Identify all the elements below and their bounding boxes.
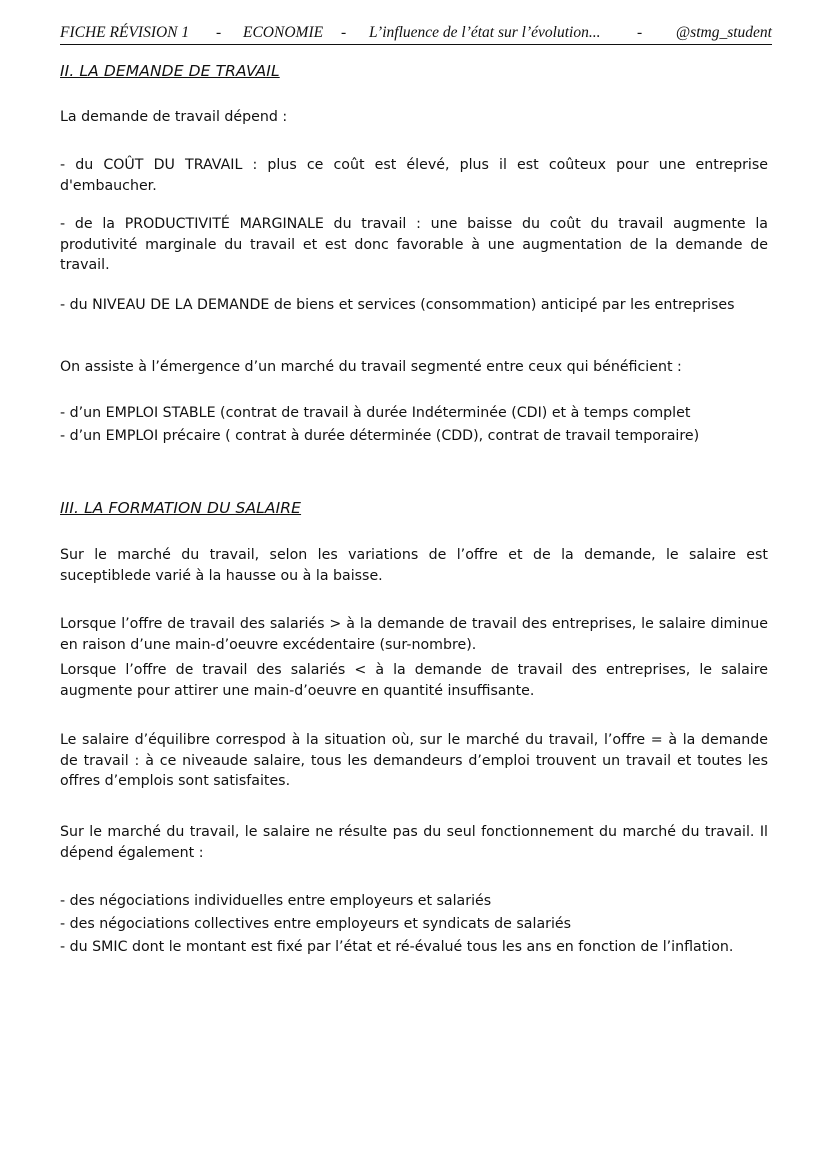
paragraph-salaire-equilibre: Le salaire d’équilibre correspod à la situation où, sur le marché du travail, l’offre = à la demande de travail : à ce niveaude salaire, tous les demandeurs d’emploi trouvent un travail et toutes les offres d’emplois sont satisfaites. (60, 732, 768, 789)
paragraph-fonctionnement-marche: Sur le marché du travail, le salaire ne résulte pas du seul fonctionnement du marché du travail. Il dépend également : (60, 824, 768, 861)
paragraph-offre-superieure: Lorsque l’offre de travail des salariés > à la demande de travail des entreprises, le salaire diminue en raison d’une main-d’oeuvre excédentaire (sur-nombre). (60, 616, 768, 653)
header-handle: @stmg_student (675, 24, 772, 41)
list-item-niveau-demande: - du NIVEAU DE LA DEMANDE de biens et services (consommation) anticipé par les entreprises (60, 297, 735, 313)
paragraph-intro-demande: La demande de travail dépend : (60, 109, 288, 125)
list-item-negociations-collectives: - des négociations collectives entre employeurs et syndicats de salariés (60, 916, 572, 932)
header-subject: ECONOMIE (243, 24, 324, 41)
page-header (60, 24, 772, 45)
list-item-negociations-individuelles: - des négociations individuelles entre employeurs et salariés (60, 893, 492, 909)
list-item-emploi-precaire: - d’un EMPLOI précaire ( contrat à durée déterminée (CDD), contrat de travail temporaire) (60, 428, 700, 444)
header-separator: - (216, 24, 222, 41)
paragraph-variations-salaire: Sur le marché du travail, selon les variations de l’offre et de la demande, le salaire est suceptiblede varié à la hausse ou à la baisse. (60, 547, 768, 584)
paragraph-marche-segmente: On assiste à l’émergence d’un marché du travail segmenté entre ceux qui bénéficient : (60, 359, 682, 375)
list-item-cout-travail: - du COÛT DU TRAVAIL : plus ce coût est élevé, plus il est coûteux pour une entreprise d'embaucher. (60, 157, 768, 194)
header-fiche: FICHE RÉVISION 1 (60, 24, 190, 41)
list-item-emploi-stable: - d’un EMPLOI STABLE (contrat de travail à durée Indéterminée (CDI) et à temps complet (60, 405, 691, 421)
list-item-smic: - du SMIC dont le montant est fixé par l’état et ré-évalué tous les ans en fonction de l’inflation. (60, 939, 734, 955)
list-item-productivite: - de la PRODUCTIVITÉ MARGINALE du travail : une baisse du coût du travail augmente la produtivité marginale du travail et est donc favorable à une augmentation de la demande de travail. (60, 216, 768, 273)
header-separator: - (341, 24, 347, 41)
header-separator: - (637, 24, 643, 41)
section-title-salaire: III. LA FORMATION DU SALAIRE (60, 499, 302, 517)
section-title-demande: II. LA DEMANDE DE TRAVAIL (60, 62, 280, 80)
header-topic: L’influence de l’état sur l’évolution... (369, 24, 601, 41)
paragraph-offre-inferieure: Lorsque l’offre de travail des salariés < à la demande de travail des entreprises, le salaire augmente pour attirer une main-d’oeuvre en quantité insuffisante. (60, 662, 768, 699)
